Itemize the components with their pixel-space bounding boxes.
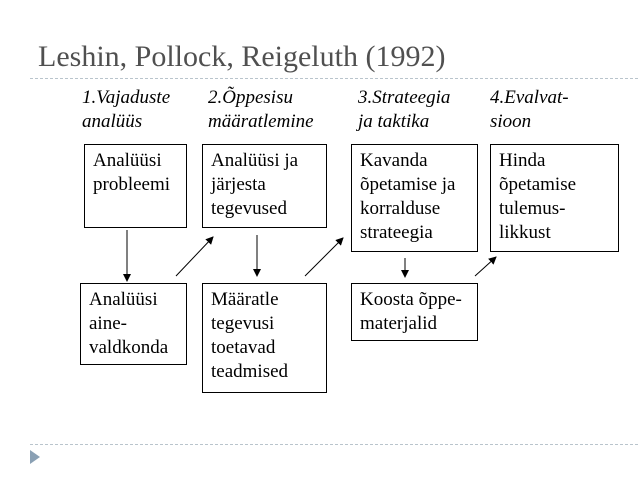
phase-label-content-definition: 2.Õppesisu määratlemine xyxy=(208,87,314,132)
slide-title: Leshin, Pollock, Reigeluth (1992) xyxy=(38,40,446,73)
box-plan-strategy: Kavanda õpetamise ja korralduse strateegia xyxy=(351,144,478,252)
box-define-supporting-knowledge: Määratle tegevusi toetavad teadmised xyxy=(202,283,327,393)
arrow-knowledge-to-strategy xyxy=(305,238,343,276)
next-slide-triangle-icon[interactable] xyxy=(30,450,40,464)
phase-label-evaluation: 4.Evalvat- sioon xyxy=(490,87,569,132)
arrow-materials-to-evaluation xyxy=(475,257,496,276)
box-analyze-subject-area: Analüüsi aine- valdkonda xyxy=(80,283,187,365)
footer-divider xyxy=(30,444,638,445)
box-analyze-problem: Analüüsi probleemi xyxy=(84,144,187,228)
box-analyze-sequence-activities: Analüüsi ja järjesta tegevused xyxy=(202,144,327,228)
arrow-subject-to-sequence xyxy=(176,237,213,276)
box-create-materials: Koosta õppe- materjalid xyxy=(351,283,478,341)
phase-label-needs-analysis: 1.Vajaduste analüüs xyxy=(82,87,171,132)
box-evaluate-effectiveness: Hinda õpetamise tulemus- likkust xyxy=(490,144,619,252)
phase-label-strategy-tactics: 3.Strateegia ja taktika xyxy=(358,87,451,132)
